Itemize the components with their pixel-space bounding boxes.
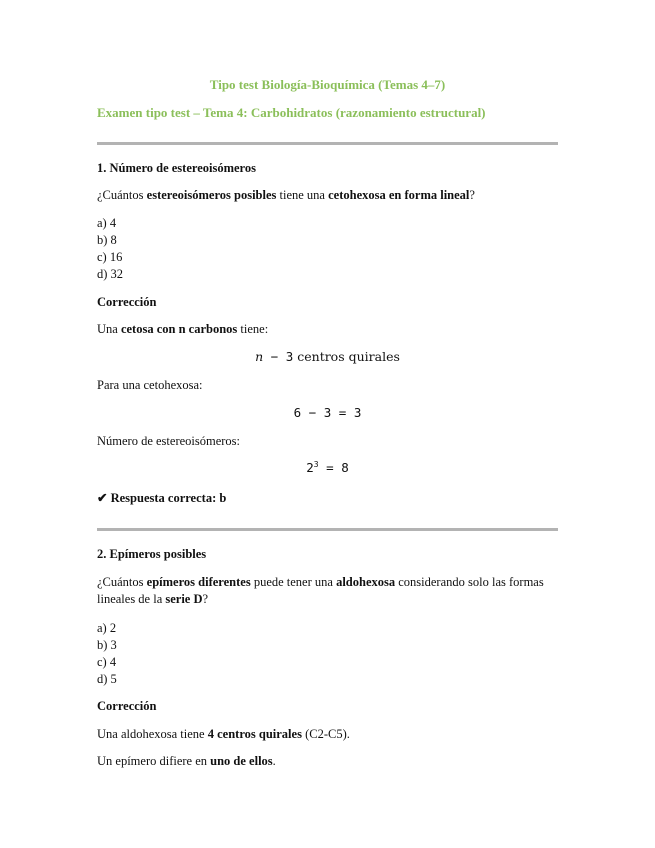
- question-1-correction-label: Corrección: [97, 295, 157, 309]
- question-1-correction-line-1: Una cetosa con n carbonos tiene:: [97, 322, 269, 336]
- section-divider: [97, 142, 558, 145]
- question-1-option-a: a) 4: [97, 216, 117, 230]
- section-divider: [97, 528, 558, 531]
- document-title: Tipo test Biología-Bioquímica (Temas 4–7): [209, 77, 446, 92]
- equation-centers-count: 6 − 3 = 3: [293, 405, 362, 420]
- question-2-heading: 2. Epímeros posibles: [97, 547, 207, 561]
- question-1-answer: ✔ Respuesta correcta: b: [97, 491, 227, 505]
- question-1-option-d: d) 32: [97, 267, 124, 281]
- question-2-correction-line-2: Un epímero difiere en uno de ellos.: [97, 754, 276, 768]
- document-subtitle: Examen tipo test – Tema 4: Carbohidratos (razonamiento estructural): [97, 105, 486, 120]
- question-1-correction-line-2: Para una cetohexosa:: [97, 378, 203, 392]
- question-2-correction-line-1: Una aldohexosa tiene 4 centros quirales (C2-C5).: [97, 727, 350, 741]
- question-2-option-a: a) 2: [97, 621, 117, 635]
- question-1-correction-line-3: Número de estereoisómeros:: [97, 434, 241, 448]
- question-2-option-b: b) 3: [97, 638, 117, 652]
- question-2-text-line-2: lineales de la serie D?: [97, 592, 209, 606]
- question-2-option-c: c) 4: [97, 655, 117, 669]
- question-1-option-b: b) 8: [97, 233, 117, 247]
- question-1-text: ¿Cuántos estereoisómeros posibles tiene una cetohexosa en forma lineal?: [97, 188, 475, 202]
- question-1-option-c: c) 16: [97, 250, 123, 264]
- equation-stereoisomers: $2^3 = 8$: [306, 460, 349, 476]
- question-2-text-line-1: ¿Cuántos epímeros diferentes puede tener una aldohexosa considerando solo las formas: [97, 575, 544, 589]
- equation-chiral-centers: n − 3 centros quirales: [255, 349, 400, 364]
- question-2-option-d: d) 5: [97, 672, 117, 686]
- question-1-heading: 1. Número de estereoisómeros: [97, 161, 256, 175]
- question-2-correction-label: Corrección: [97, 699, 157, 713]
